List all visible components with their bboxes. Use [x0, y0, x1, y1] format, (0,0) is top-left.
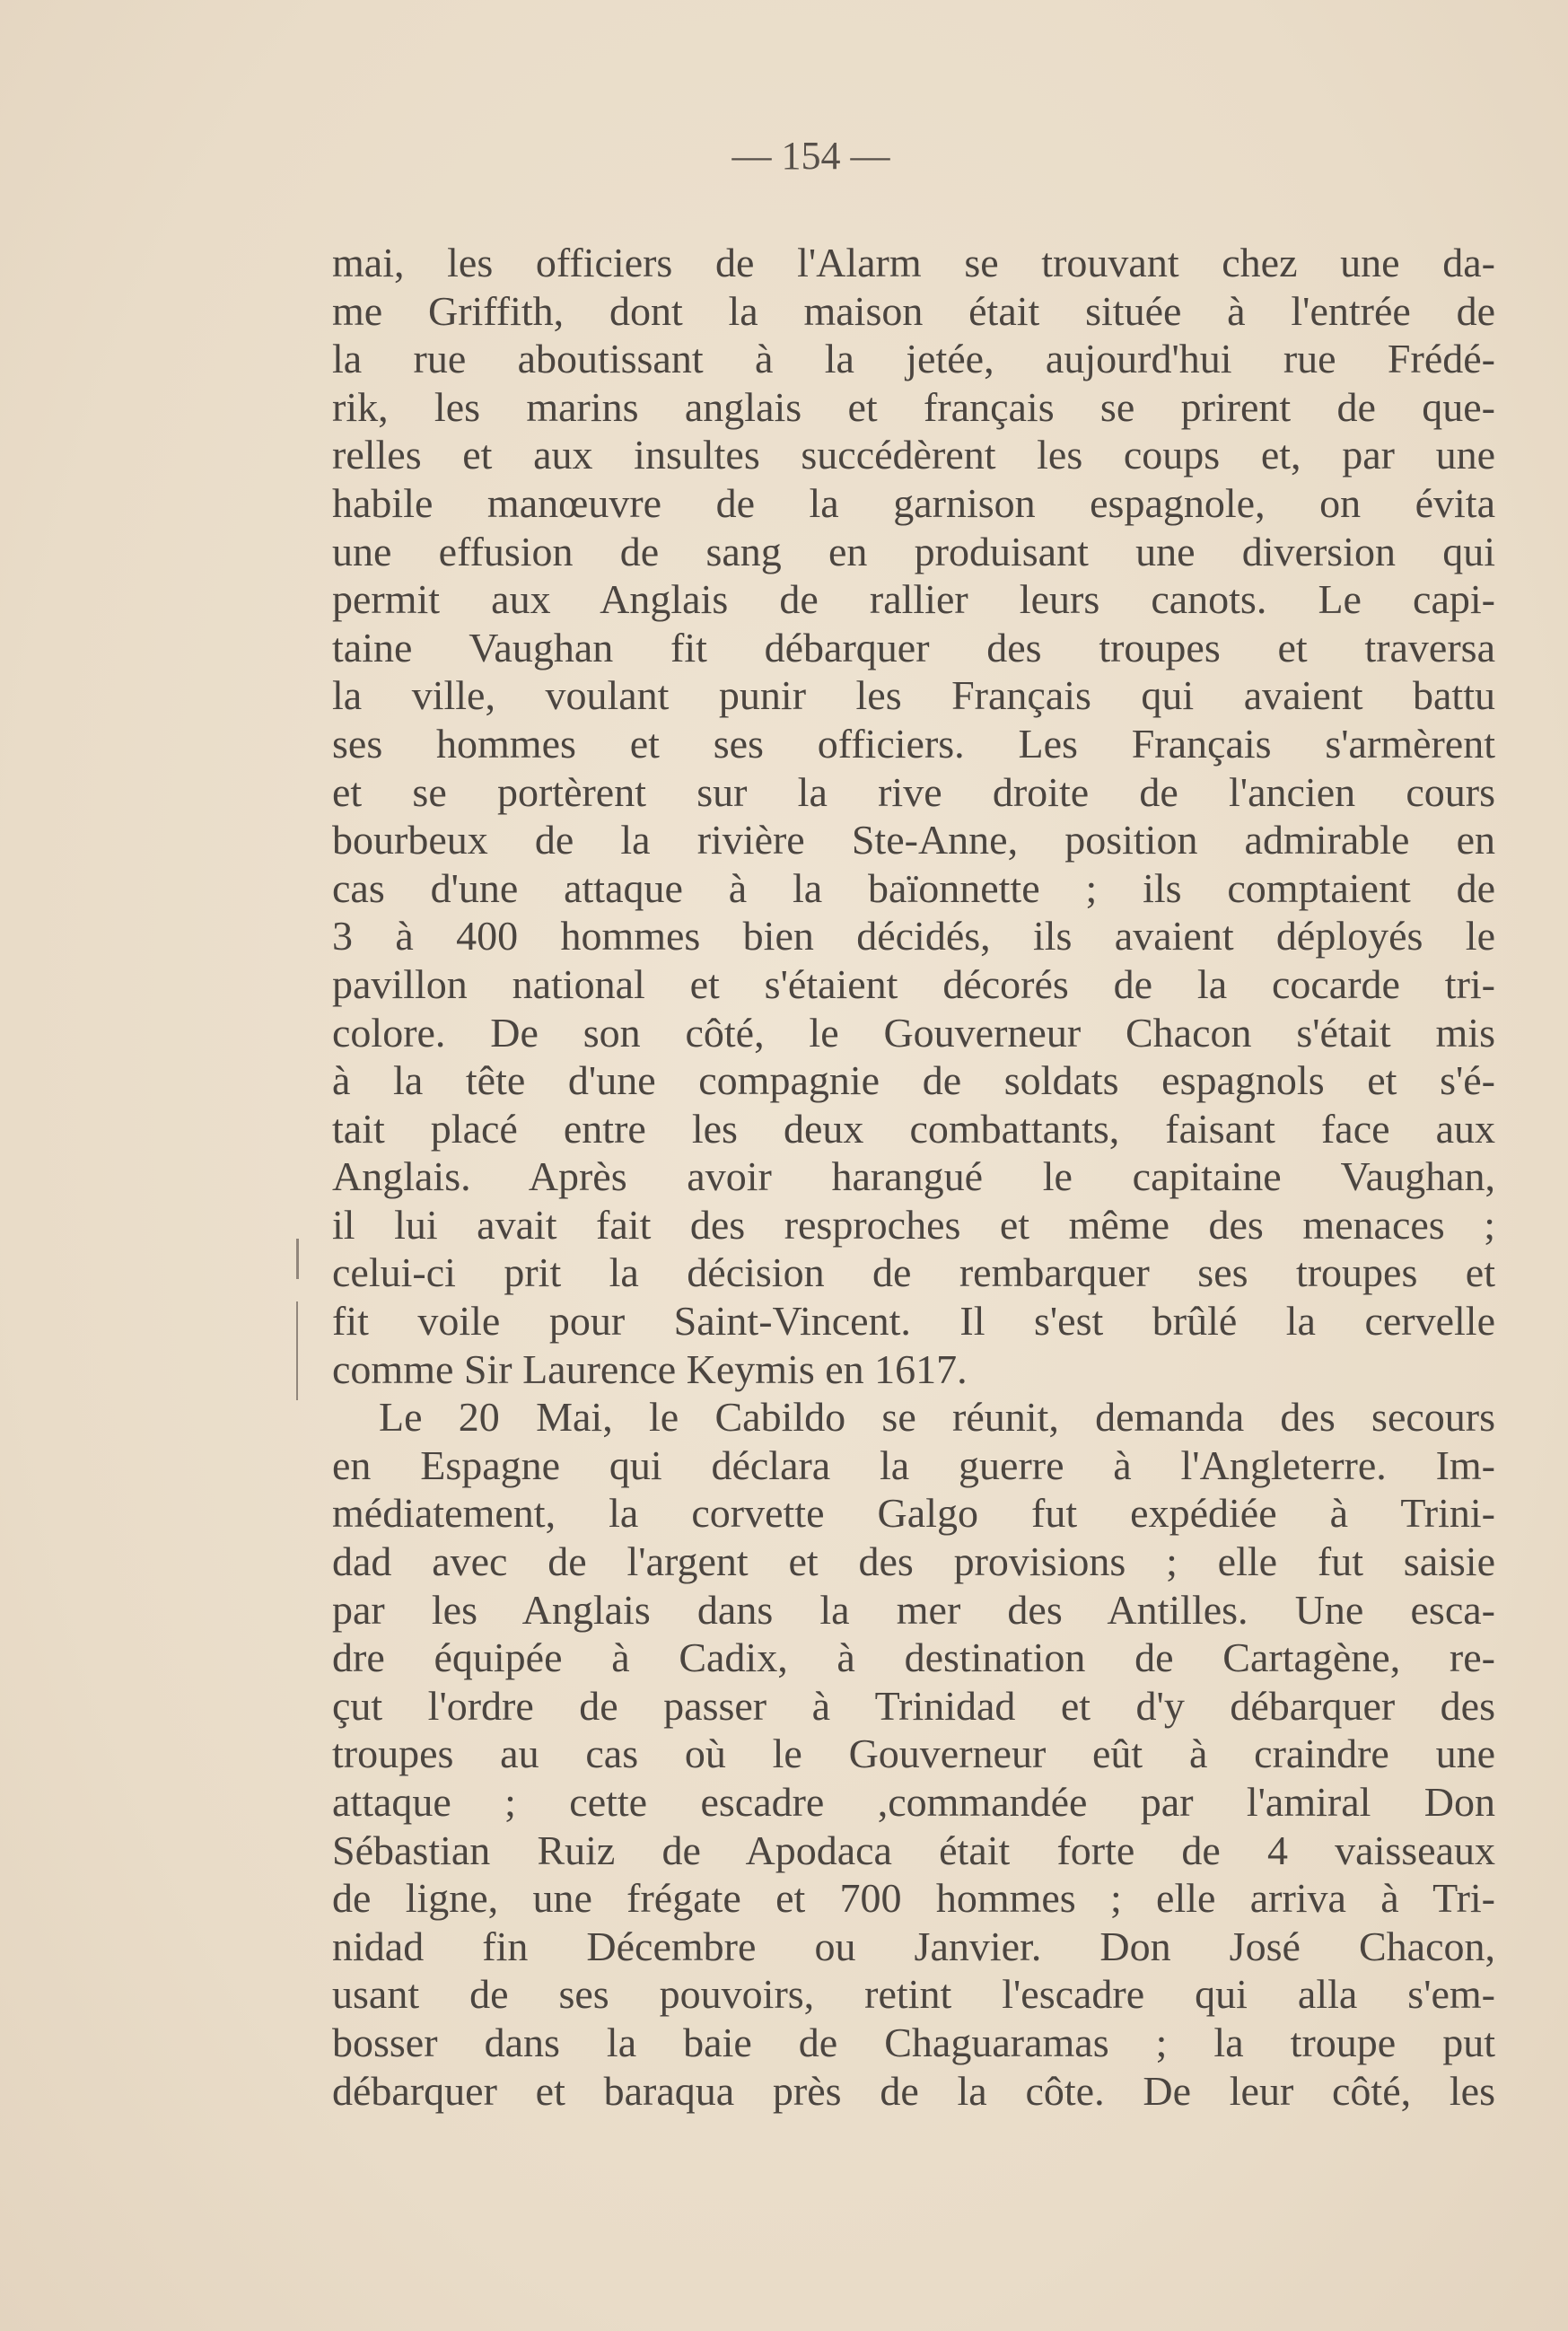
text-line: fit voile pour Saint-Vincent. Il s'est brûlé la cervelle	[332, 1298, 1495, 1345]
text-line: Sébastian Ruiz de Apodaca était forte de 4 vaisseaux	[332, 1827, 1495, 1873]
text-line: me Griffith, dont la maison était située à l'entrée de	[332, 287, 1495, 334]
text-line: bourbeux de la rivière Ste-Anne, position admirable en	[332, 817, 1495, 863]
text-line: Le 20 Mai, le Cabildo se réunit, demanda des secours	[379, 1394, 1495, 1441]
text-line: à la tête d'une compagnie de soldats espagnols et s'é-	[332, 1057, 1495, 1104]
margin-pencil-mark	[296, 1301, 298, 1400]
text-line: rik, les marins anglais et français se prirent de que-	[332, 383, 1495, 430]
text-line: de ligne, une frégate et 700 hommes ; elle arriva à Tri-	[332, 1875, 1495, 1922]
text-line: en Espagne qui déclara la guerre à l'Angleterre. Im-	[332, 1442, 1495, 1488]
text-line: taine Vaughan fit débarquer des troupes et traversa	[332, 624, 1495, 670]
text-line: Anglais. Après avoir harangué le capitaine Vaughan,	[332, 1153, 1495, 1200]
text-line: relles et aux insultes succédèrent les coups et, par une	[332, 432, 1495, 478]
text-line: troupes au cas où le Gouverneur eût à craindre une	[332, 1731, 1495, 1777]
page-number: — 154 —	[731, 134, 890, 178]
text-line: dre équipée à Cadix, à destination de Cartagène, re-	[332, 1634, 1495, 1681]
text-line: la ville, voulant punir les Français qui avaient battu	[332, 672, 1495, 719]
text-line: débarquer et baraqua près de la côte. De leur côté, les	[332, 2067, 1495, 2114]
text-line: çut l'ordre de passer à Trinidad et d'y débarquer des	[332, 1682, 1495, 1729]
text-line: cas d'une attaque à la baïonnette ; ils comptaient de	[332, 864, 1495, 911]
text-line: tait placé entre les deux combattants, faisant face aux	[332, 1105, 1495, 1152]
page-body-text	[332, 239, 1495, 2115]
text-line: ses hommes et ses officiers. Les Français s'armèrent	[332, 720, 1495, 767]
text-line: la rue aboutissant à la jetée, aujourd'hui rue Frédé-	[332, 336, 1495, 382]
text-line: 3 à 400 hommes bien décidés, ils avaient déployés le	[332, 913, 1495, 960]
text-line: comme Sir Laurence Keymis en 1617.	[332, 1345, 968, 1392]
text-line: pavillon national et s'étaient décorés de la cocarde tri-	[332, 960, 1495, 1007]
margin-pencil-mark	[296, 1239, 299, 1279]
text-line: colore. De son côté, le Gouverneur Chacon s'était mis	[332, 1009, 1495, 1056]
text-line: par les Anglais dans la mer des Antilles. Une esca-	[332, 1586, 1495, 1633]
text-line: médiatement, la corvette Galgo fut expédiée à Trini-	[332, 1490, 1495, 1537]
text-line: bosser dans la baie de Chaguaramas ; la troupe put	[332, 2019, 1495, 2065]
text-line: mai, les officiers de l'Alarm se trouvant chez une da-	[332, 240, 1495, 285]
text-line: usant de ses pouvoirs, retint l'escadre qui alla s'em-	[332, 1971, 1495, 2018]
text-line: permit aux Anglais de rallier leurs canots. Le capi-	[332, 576, 1495, 623]
text-line: dad avec de l'argent et des provisions ; elle fut saisie	[332, 1538, 1495, 1585]
text-line: habile manœuvre de la garnison espagnole, on évita	[332, 479, 1495, 526]
text-line: nidad fin Décembre ou Janvier. Don José Chacon,	[332, 1923, 1495, 1969]
text-line: attaque ; cette escadre ,commandée par l'amiral Don	[332, 1779, 1495, 1825]
text-line: une effusion de sang en produisant une diversion qui	[332, 528, 1495, 574]
text-line: et se portèrent sur la rive droite de l'ancien cours	[332, 768, 1495, 815]
text-line: il lui avait fait des resproches et même des menaces ;	[332, 1201, 1495, 1248]
text-line: celui-ci prit la décision de rembarquer ses troupes et	[332, 1249, 1495, 1296]
